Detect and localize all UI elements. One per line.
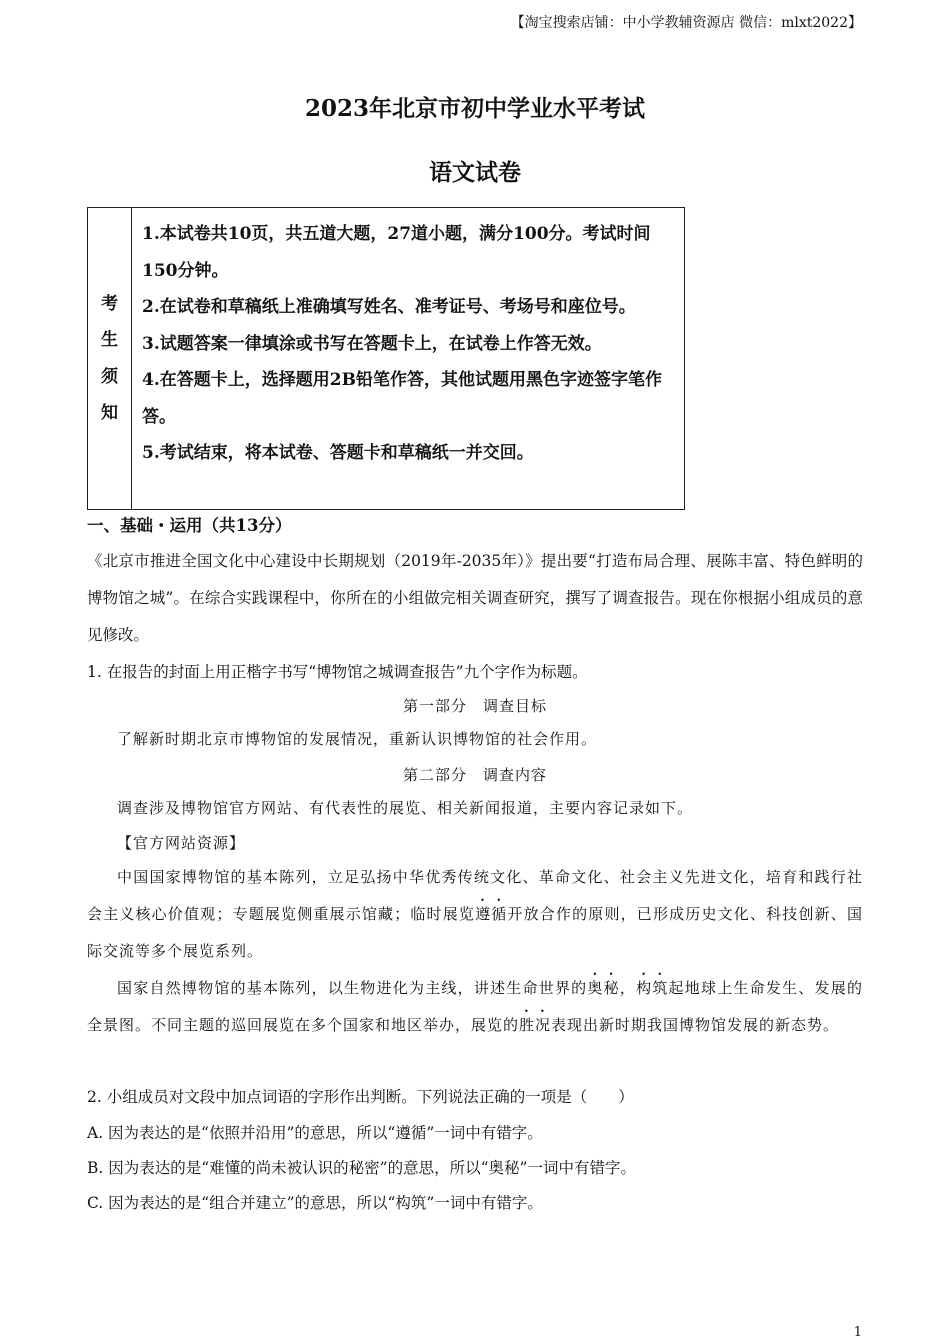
part2-heading: 第二部分 调查内容 (402, 766, 547, 784)
notice-items (142, 216, 678, 472)
option-c: C. 因为表达的是“组合并建立”的意思，所以“构筑”一词中有错字。 (87, 1194, 543, 1212)
part2-text: 调查涉及博物馆官方网站、有代表性的展览、相关新闻报道，主要内容记录如下。 (117, 799, 694, 817)
exam-title: 2023年北京市初中学业水平考试 (304, 95, 645, 122)
notice-side-char: 生 (101, 330, 118, 350)
exam-notice-box (87, 207, 685, 510)
question-2: 2. 小组成员对文段中加点词语的字形作出判断。下列说法正确的一项是（ ） (87, 1088, 634, 1106)
marked-word-gouzhu: 构筑 (636, 979, 669, 997)
notice-item: 1.本试卷共10页，共五道大题，27道小题，满分100分。考试时间150分钟。 (142, 224, 651, 281)
header-note: 【淘宝搜索店铺：中小学教辅资源店 微信：mlxt2022】 (510, 15, 862, 31)
para1-text-a: 中国国家博物馆的基本陈列，立足弘扬中华优秀传统文化、革命文化、社会主义先进文化，培育和践行社会主义核心价值观；专题展览侧重展示馆藏；临时展览 (87, 868, 863, 923)
notice-side-char: 考 (101, 294, 118, 314)
part1-heading: 第一部分 调查目标 (402, 697, 547, 715)
marked-word-zunxun: 遵循 (475, 905, 508, 923)
para2-text-b: ， (619, 979, 637, 997)
page-number: 1 (853, 1325, 862, 1340)
notice-item: 2.在试卷和草稿纸上准确填写姓名、准考证号、考场号和座位号。 (142, 297, 636, 317)
notice-item: 4.在答题卡上，选择题用2B铅笔作答，其他试题用黑色字迹签字笔作答。 (142, 370, 662, 427)
para2-text-a: 国家自然博物馆的基本陈列，以生物进化为主线，讲述生命世界的 (117, 979, 588, 997)
para2-text-d: 表现出新时期我国博物馆发展的新态势。 (551, 1016, 840, 1034)
museum-paragraph-1 (87, 859, 863, 970)
notice-item: 5.考试结束，将本试卷、答题卡和草稿纸一并交回。 (142, 443, 534, 463)
notice-side-char: 知 (101, 403, 118, 423)
para1-text-b: 开放合作的原则，已形成历史文化、科技创新、国际交流等多个展览系列。 (87, 905, 863, 960)
option-a: A. 因为表达的是“依照并沿用”的意思，所以“遵循”一词中有错字。 (87, 1124, 543, 1142)
paper-subtitle: 语文试卷 (429, 159, 521, 186)
section-title: 一、基础・运用（共13分） (87, 516, 292, 535)
part1-text: 了解新时期北京市博物馆的发展情况，重新认识博物馆的社会作用。 (117, 730, 598, 748)
notice-item: 3.试题答案一律填涂或书写在答题卡上，在试卷上作答无效。 (142, 333, 602, 354)
museum-paragraph-2 (87, 970, 863, 1044)
option-b: B. 因为表达的是“难懂的尚未被认识的秘密”的意思，所以“奥秘”一词中有错字。 (87, 1159, 636, 1177)
resource-label: 【官方网站资源】 (117, 834, 246, 852)
marked-word-shengkuang: 胜况 (519, 1016, 552, 1034)
marked-word-aomi: 奥秘 (587, 979, 620, 997)
intro-paragraph: 《北京市推进全国文化中心建设中长期规划（2019年-2035年）》提出要“打造布局合理、展陈丰富、特色鲜明的博物馆之城”。在综合实践课程中，你所在的小组做完相关调查研究，撰写了调查报告。现在你根据小组成员的意见修改。 (87, 552, 863, 644)
para2-text-c: 起地球上生命发生、发展的全景图。不同主题的巡回展览在多个国家和地区举办，展览的 (87, 979, 863, 1034)
notice-side-char: 须 (101, 367, 118, 387)
question-1: 1. 在报告的封面上用正楷字书写“博物馆之城调查报告”九个字作为标题。 (87, 663, 588, 681)
notice-side-label (88, 208, 132, 509)
